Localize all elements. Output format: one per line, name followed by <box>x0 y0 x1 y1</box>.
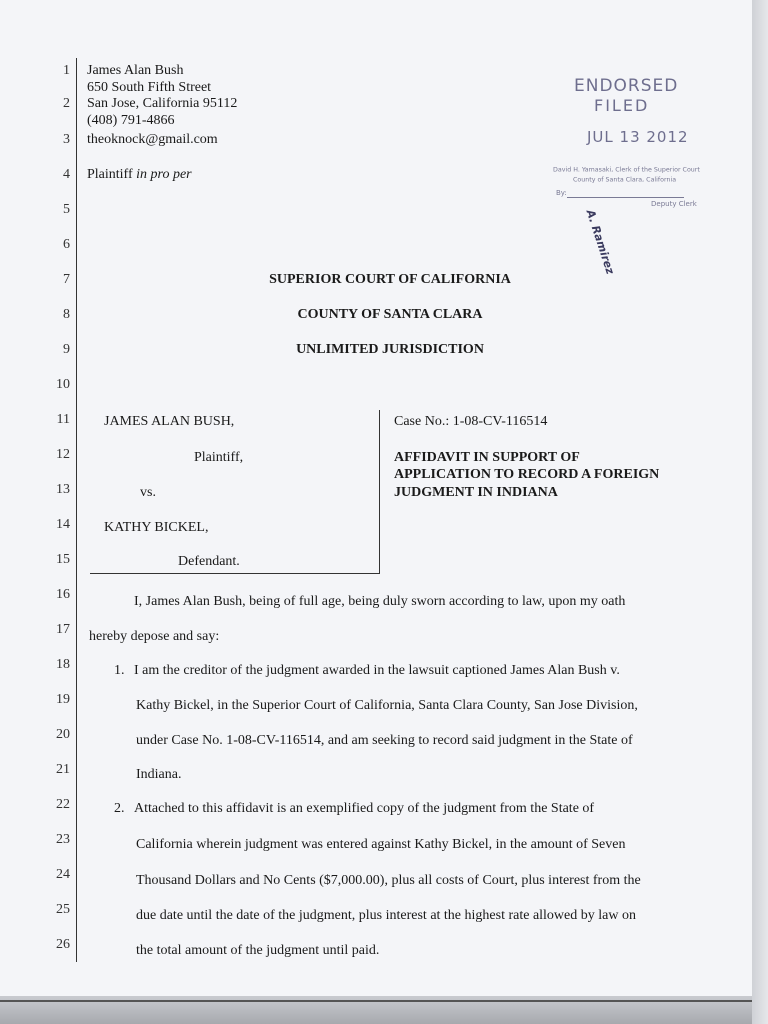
caption-side-rule <box>379 410 380 574</box>
document-title-line2: APPLICATION TO RECORD A FOREIGN <box>394 467 660 482</box>
case-number: Case No.: 1-08-CV-116514 <box>394 414 548 429</box>
author-street: 650 South Fifth Street <box>87 80 212 95</box>
line-number-rule <box>76 58 77 962</box>
stamp-clerk-line1: David H. Yamasaki, Clerk of the Superior Court <box>553 166 700 174</box>
line-number: 24 <box>56 867 70 882</box>
document-title-line1: AFFIDAVIT IN SUPPORT OF <box>394 450 580 465</box>
line-number: 11 <box>56 412 70 427</box>
line-number: 14 <box>56 517 70 532</box>
line-number: 15 <box>56 552 70 567</box>
paragraph-1-line3: under Case No. 1-08-CV-116514, and am seeking to record said judgment in the State of <box>136 733 633 748</box>
party-role <box>87 167 192 183</box>
court-jurisdiction: UNLIMITED JURISDICTION <box>296 342 484 357</box>
line-number: 5 <box>63 202 70 217</box>
line-number: 21 <box>56 762 70 777</box>
paragraph-2-line1: Attached to this affidavit is an exemplified copy of the judgment from the State of <box>134 801 595 816</box>
line-number: 6 <box>63 237 70 252</box>
page-edge <box>752 0 768 1024</box>
stamp-deputy: Deputy Clerk <box>651 200 697 208</box>
author-email: theoknock@gmail.com <box>87 132 218 147</box>
document-title-line3: JUDGMENT IN INDIANA <box>394 485 558 500</box>
court-title: SUPERIOR COURT OF CALIFORNIA <box>269 272 511 287</box>
stamp-endorsed: ENDORSED <box>574 76 679 96</box>
line-number: 12 <box>56 447 70 462</box>
line-number: 18 <box>56 657 70 672</box>
stamp-clerk-line2: County of Santa Clara, California <box>573 176 677 184</box>
line-number: 25 <box>56 902 70 917</box>
next-page-edge <box>0 996 752 1024</box>
stamp-date: JUL 13 2012 <box>587 128 689 146</box>
plaintiff-name: JAMES ALAN BUSH, <box>104 414 235 429</box>
paragraph-2-line5: the total amount of the judgment until paid. <box>136 943 380 958</box>
court-county: COUNTY OF SANTA CLARA <box>297 307 483 322</box>
line-number: 2 <box>63 96 70 111</box>
paragraph-2-line4: due date until the date of the judgment, plus interest at the highest rate allowed by law on <box>136 908 636 923</box>
plaintiff-label: Plaintiff, <box>194 450 244 465</box>
party-role-label: Plaintiff <box>87 167 137 182</box>
line-number: 23 <box>56 832 70 847</box>
line-number: 26 <box>56 937 70 952</box>
line-number: 17 <box>56 622 70 637</box>
paragraph-2-line3: Thousand Dollars and No Cents ($7,000.00), plus all costs of Court, plus interest from the <box>136 873 641 888</box>
stamp-signature: A. Ramirez <box>583 208 617 276</box>
paragraph-1-line2: Kathy Bickel, in the Superior Court of California, Santa Clara County, San Jose Division, <box>136 698 638 713</box>
paragraph-1-line4: Indiana. <box>136 767 182 782</box>
stamp-by: By: <box>556 189 567 197</box>
line-number: 13 <box>56 482 70 497</box>
line-number: 3 <box>63 132 70 147</box>
defendant-name: KATHY BICKEL, <box>104 520 209 535</box>
paragraph-2-number: 2. <box>114 801 125 816</box>
versus: vs. <box>140 485 156 500</box>
author-city: San Jose, California 95112 <box>87 96 238 111</box>
caption-bottom-rule <box>90 573 380 574</box>
stamp-filed: FILED <box>594 96 650 115</box>
line-number: 22 <box>56 797 70 812</box>
author-name: James Alan Bush <box>87 63 184 78</box>
paragraph-1-line1: I am the creditor of the judgment awarded in the lawsuit captioned James Alan Bush v. <box>134 663 620 678</box>
party-role-italic: in pro per <box>136 167 192 182</box>
line-number: 1 <box>63 63 70 78</box>
line-number: 9 <box>63 342 70 357</box>
paragraph-1-number: 1. <box>114 663 125 678</box>
line-number: 8 <box>63 307 70 322</box>
intro-line2: hereby depose and say: <box>89 629 220 644</box>
line-number: 16 <box>56 587 70 602</box>
author-phone: (408) 791-4866 <box>87 113 175 128</box>
line-number: 7 <box>63 272 70 287</box>
paragraph-2-line2: California wherein judgment was entered against Kathy Bickel, in the amount of Seven <box>136 837 626 852</box>
line-number: 20 <box>56 727 70 742</box>
defendant-label: Defendant. <box>178 554 240 569</box>
line-number: 19 <box>56 692 70 707</box>
stamp-signature-line <box>567 197 684 198</box>
line-number: 4 <box>63 167 70 182</box>
line-number: 10 <box>56 377 70 392</box>
intro-line1: I, James Alan Bush, being of full age, being duly sworn according to law, upon my oath <box>134 594 626 609</box>
